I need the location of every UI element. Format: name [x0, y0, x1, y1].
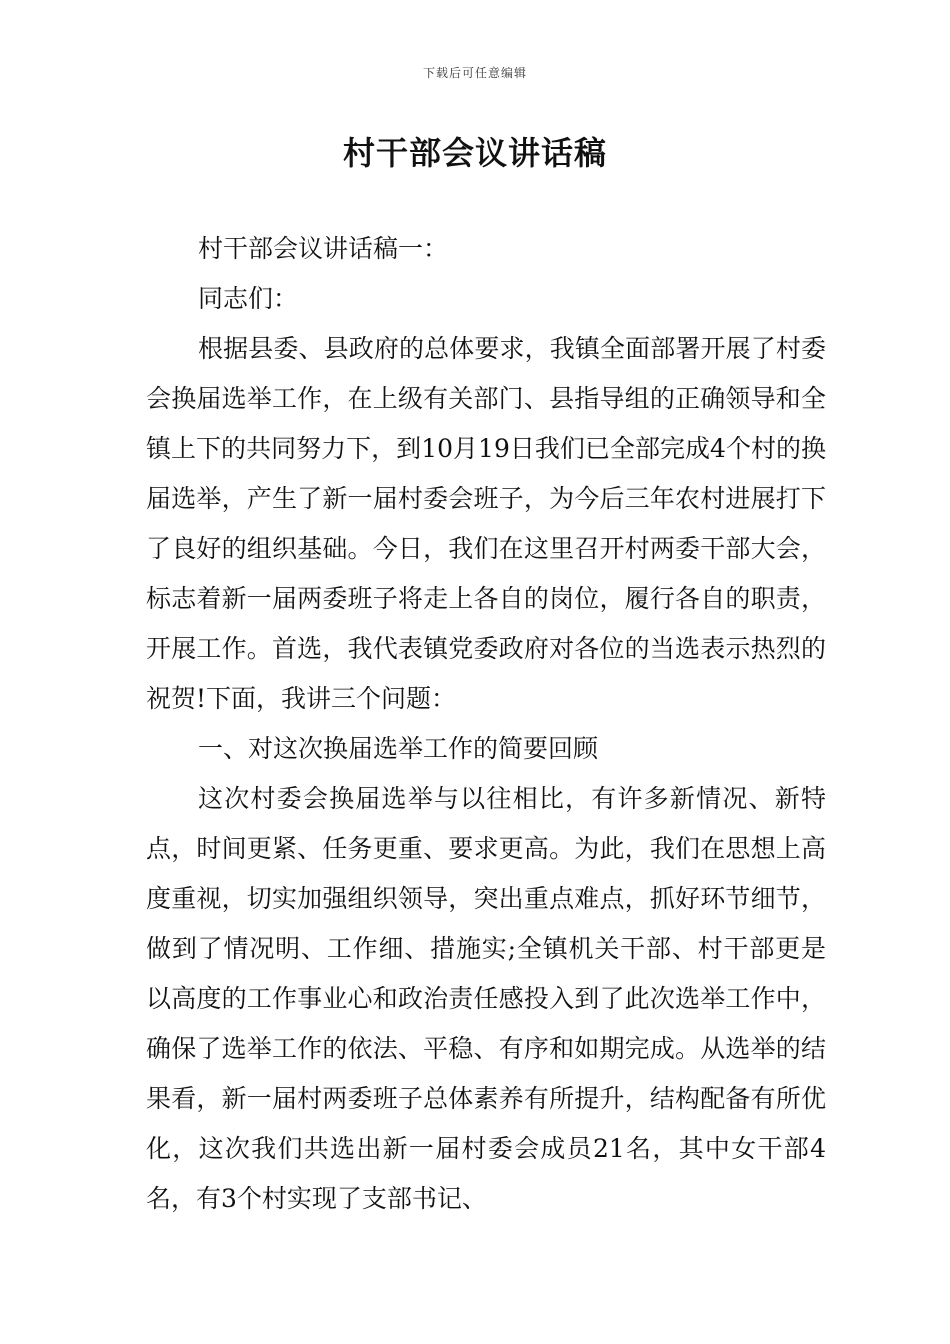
paragraph-heading: 村干部会议讲话稿一：: [198, 234, 449, 263]
paragraph-salutation: 同志们：: [198, 284, 299, 313]
section-heading-1: 一、对这次换届选举工作的简要回顾: [198, 734, 599, 763]
header-note: 下载后可任意编辑: [422, 66, 527, 80]
paragraph-intro: 根据县委、县政府的总体要求，我镇全面部署开展了村委会换届选举工作，在上级有关部门、县指导组的正确领导和全镇上下的共同努力下，到10月19日我们已全部完成4个村的换届选举，产生了新一届村委会班子，为今后三年农村进展打下了良好的组织基础。今日，我们在这里召开村两委干部大会，标志着新一届两委班子将走上各自的岗位，履行各自的职责，开展工作。首选，我代表镇党委政府对各位的当选表示热烈的祝贺!下面，我讲三个问题：: [146, 334, 826, 713]
document-title: 村干部会议讲话稿: [342, 134, 607, 172]
document-body: [146, 224, 826, 1224]
paragraph-review: 这次村委会换届选举与以往相比，有许多新情况、新特点，时间更紧、任务更重、要求更高。为此，我们在思想上高度重视，切实加强组织领导，突出重点难点，抓好环节细节，做到了情况明、工作细、措施实;全镇机关干部、村干部更是以高度的工作事业心和政治责任感投入到了此次选举工作中，确保了选举工作的依法、平稳、有序和如期完成。从选举的结果看，新一届村两委班子总体素养有所提升，结构配备有所优化，这次我们共选出新一届村委会成员21名，其中女干部4名，有3个村实现了支部书记、: [146, 784, 826, 1213]
